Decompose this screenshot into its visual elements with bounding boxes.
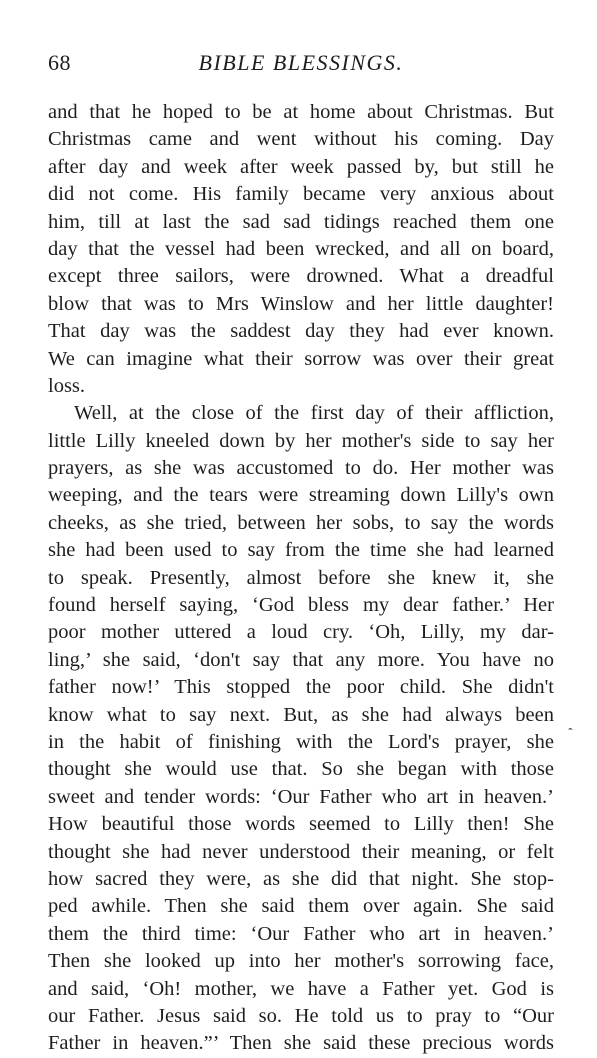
- text-line: cheeks, as she tried, between her sobs, to say the words: [48, 511, 554, 534]
- text-line: How beautiful those words seemed to Lilly then! She: [48, 813, 554, 836]
- text-line: how sacred they were, as she did that night. She stop-: [48, 867, 554, 890]
- text-line: thought she would use that. So she began with those: [48, 758, 554, 781]
- text-line: our Father. Jesus said so. He told us to pray to “Our: [48, 1004, 554, 1027]
- text-line: prayers, as she was accustomed to do. Her mother was: [48, 457, 554, 480]
- text-line: except three sailors, were drowned. What a dreadful: [48, 265, 554, 288]
- text-line: to speak. Presently, almost before she knew it, she: [48, 566, 554, 589]
- body-text: [48, 99, 554, 1058]
- text-line: know what to say next. But, as she had always been: [48, 703, 554, 726]
- text-line: poor mother uttered a loud cry. ‘Oh, Lilly, my dar-: [48, 621, 554, 644]
- text-line: found herself saying, ‘God bless my dear father.’ Her: [48, 594, 554, 617]
- text-line: in the habit of finishing with the Lord's prayer, she: [48, 730, 554, 753]
- text-line: father now!’ This stopped the poor child. She didn't: [48, 676, 554, 699]
- text-line: We can imagine what their sorrow was over their great: [48, 347, 554, 370]
- page-header: [48, 50, 554, 80]
- text-line: ling,’ she said, ‘don't say that any more. You have no: [48, 648, 554, 671]
- text-line: and said, ‘Oh! mother, we have a Father yet. God is: [48, 977, 554, 1000]
- text-line: blow that was to Mrs Winslow and her little daughter!: [48, 292, 554, 315]
- text-line: thought she had never understood their meaning, or felt: [48, 840, 554, 863]
- text-line: Then she looked up into her mother's sorrowing face,: [48, 950, 554, 973]
- text-line: loss.: [48, 374, 86, 397]
- text-line: Father in heaven.”’ Then she said these precious words: [48, 1032, 554, 1055]
- text-line: she had been used to say from the time she had learned: [48, 539, 554, 562]
- text-line: That day was the saddest day they had ever known.: [48, 320, 554, 343]
- text-line: did not come. His family became very anxious about: [48, 183, 554, 206]
- text-line: after day and week after week passed by, but still he: [48, 155, 554, 178]
- text-line: sweet and tender words: ‘Our Father who art in heaven.’: [48, 785, 554, 808]
- text-line: him, till at last the sad sad tidings reached them one: [48, 210, 554, 233]
- text-line: little Lilly kneeled down by her mother's side to say her: [48, 429, 554, 452]
- text-line: day that the vessel had been wrecked, and all on board,: [48, 237, 554, 260]
- text-line: weeping, and the tears were streaming down Lilly's own: [48, 484, 554, 507]
- margin-mark: ˏ: [557, 712, 574, 733]
- text-line: and that he hoped to be at home about Christmas. But: [48, 101, 554, 123]
- running-title: BIBLE BLESSINGS.: [198, 50, 404, 75]
- text-line: them the third time: ‘Our Father who art in heaven.’: [48, 922, 554, 945]
- page-number: 68: [48, 50, 71, 75]
- text-line: Well, at the close of the first day of their affliction,: [74, 402, 554, 425]
- text-line: ped awhile. Then she said them over again. She said: [48, 895, 554, 918]
- text-line: Christmas came and went without his coming. Day: [48, 128, 554, 151]
